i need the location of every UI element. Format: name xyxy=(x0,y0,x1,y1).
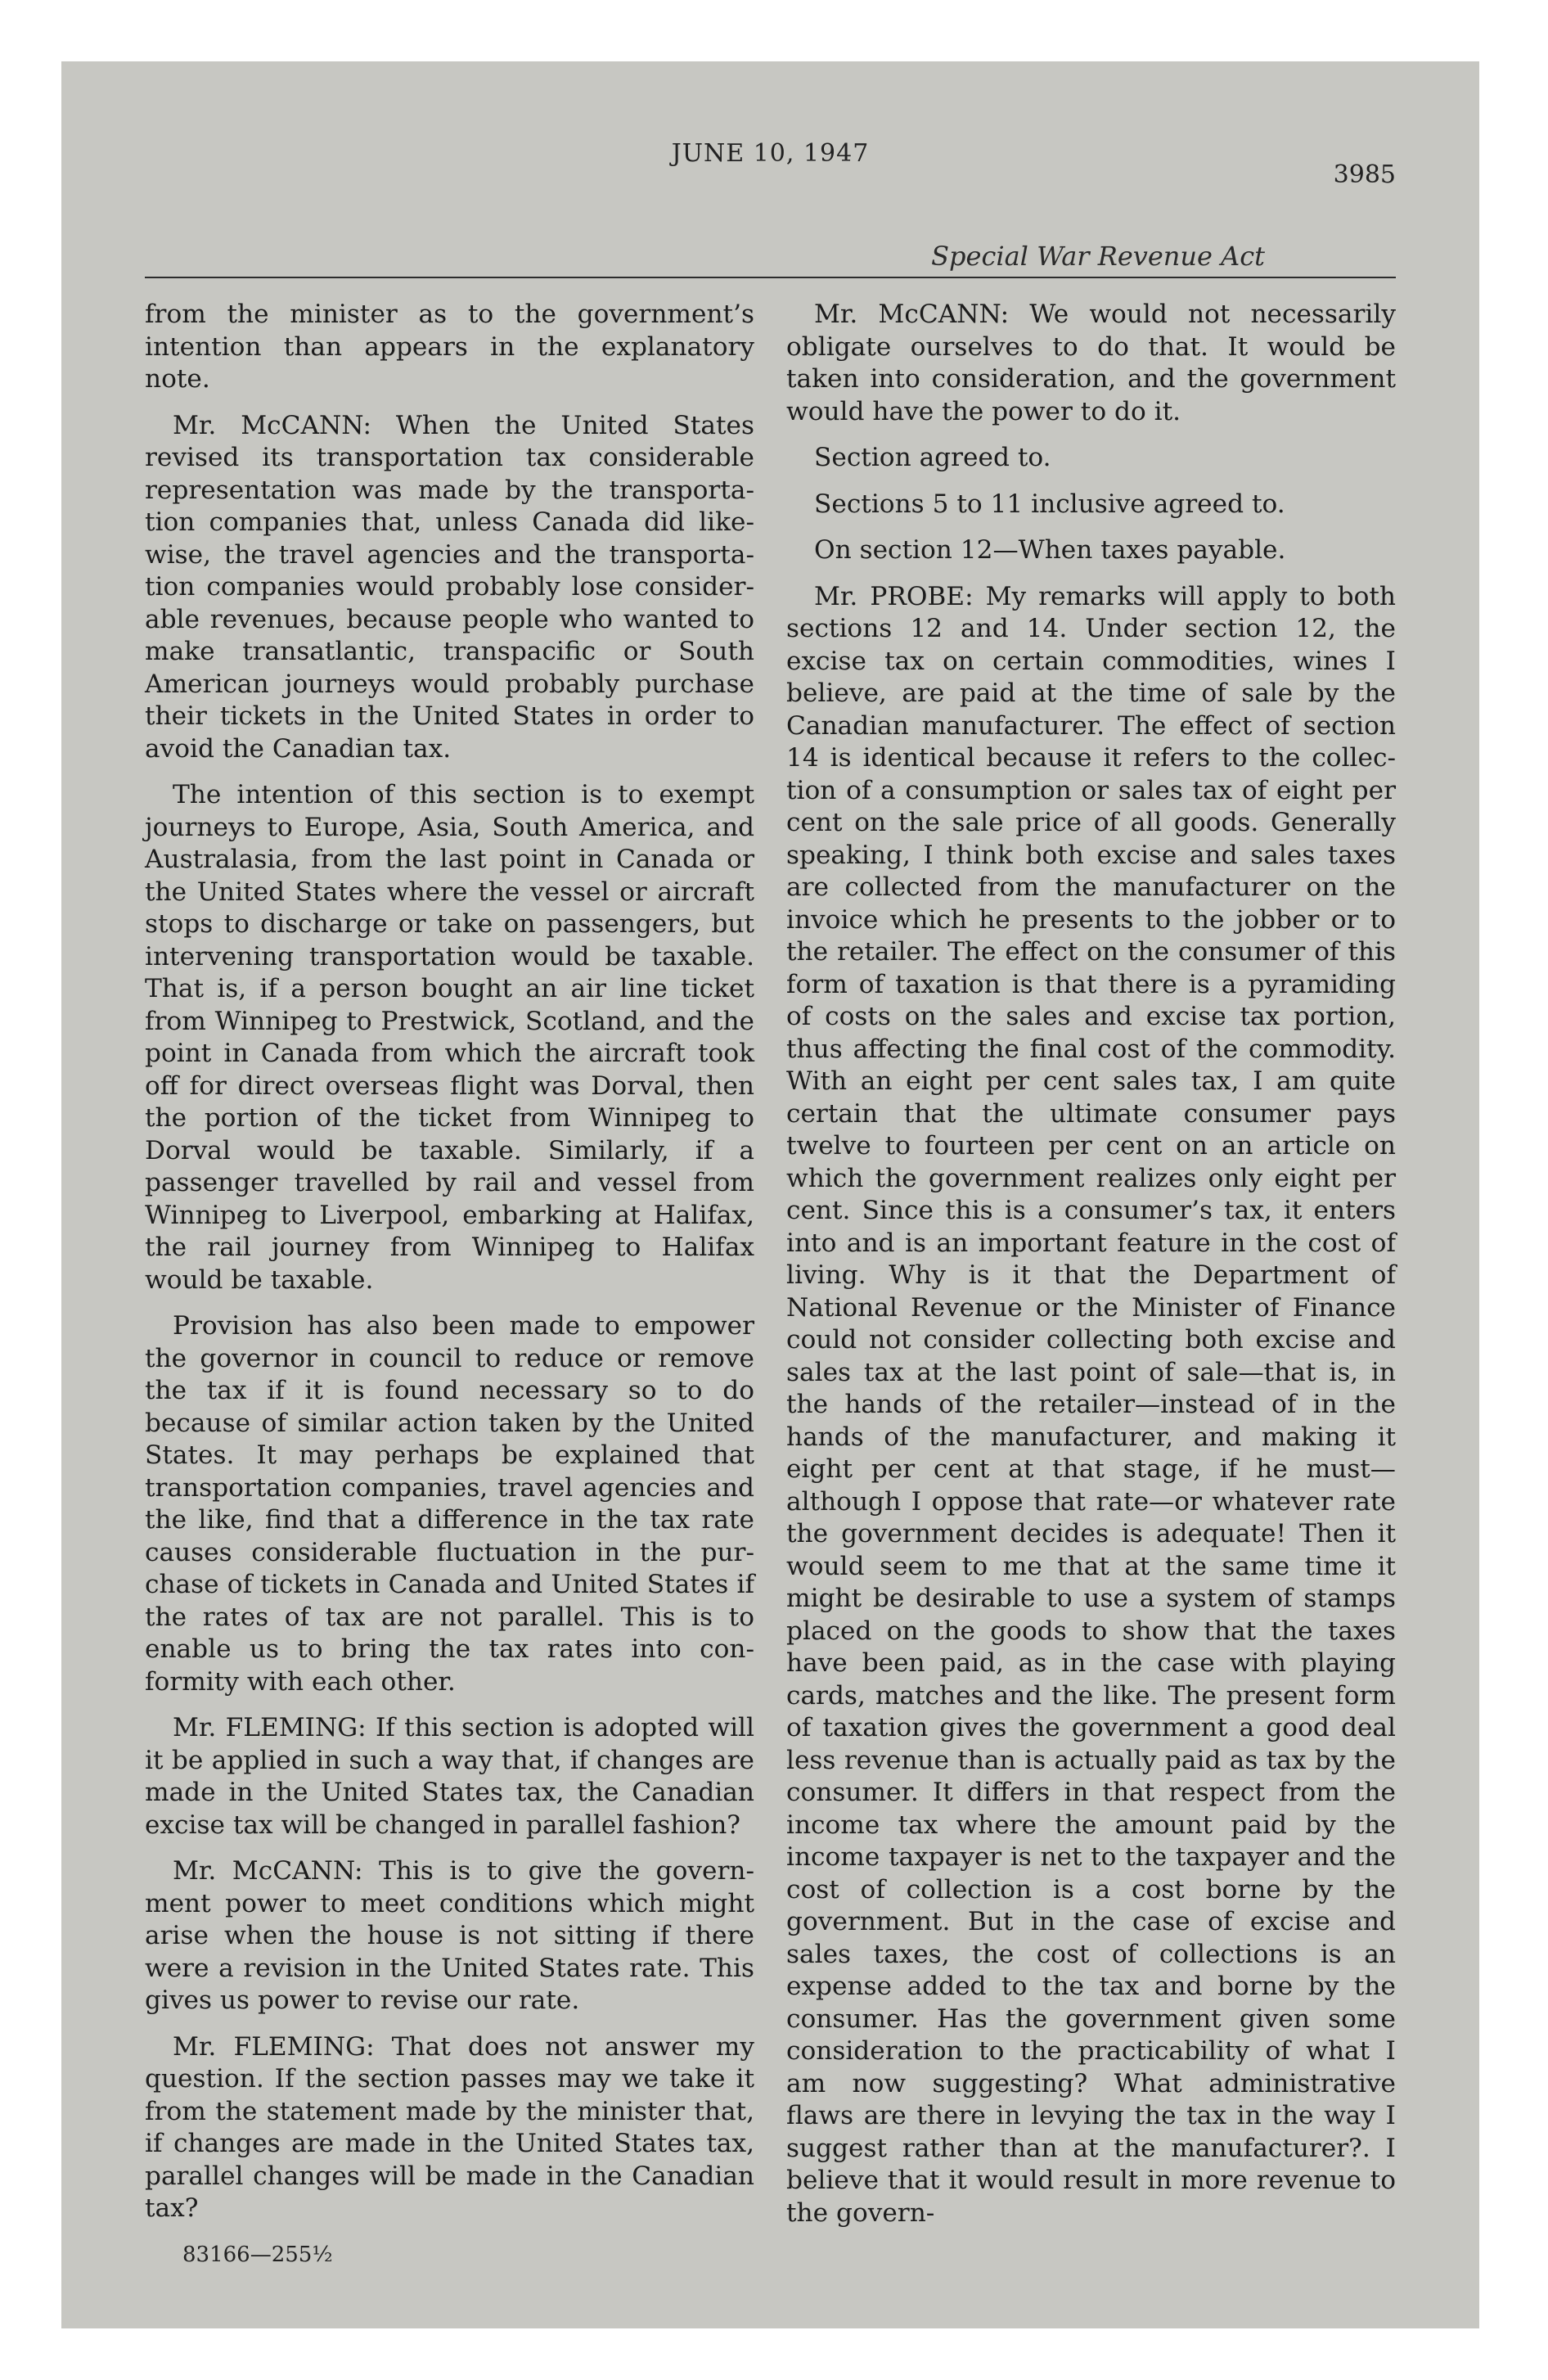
paragraph: The intention of this section is to exempt journeys to Europe, Asia, South America, and Australasia, from the last point in Canada or the United States where the vessel or aircraft stops to discharge or take on passengers, but intervening transportation would be taxable. That is, if a person bought an air line ticket from Winnipeg to Prestwick, Scotland, and the point in Canada from which the aircraft took off for direct overseas flight was Dorval, then the portion of the ticket from Winnipeg to Dorval would be taxable. Similarly, if a passenger travelled by rail and vessel from Winnipeg to Liverpool, embarking at Halifax, the rail journey from Winnipeg to Halifax would be taxable. xyxy=(145,780,754,1295)
paragraph: Mr. FLEMING: That does not answer my question. If the section passes may we take it from the statement made by the minister that, if changes are made in the United States tax, parallel changes will be made in the Canadian tax? xyxy=(145,2031,754,2223)
paragraph: Provision has also been made to empower the governor in council to reduce or remove the tax if it is found necessary so to do because of similar action taken by the United States. It may perhaps be explained that transportation companies, travel agencies and the like, find that a difference in the tax rate causes considerable fluctuation in the purchase of tickets in Canada and United States if the rates of tax are not parallel. This is to enable us to bring the tax rates into conformity with each other. xyxy=(145,1311,754,1697)
left-column xyxy=(145,299,754,2271)
header-date: JUNE 10, 1947 xyxy=(671,139,870,168)
paragraph: Section agreed to. xyxy=(814,443,1051,472)
paragraph: from the minister as to the government’s intention than appears in the explanatory note. xyxy=(145,300,754,394)
paragraph: Sections 5 to 11 inclusive agreed to. xyxy=(814,489,1285,519)
paragraph: Mr. FLEMING: If this section is adopted will it be applied in such a way that, if changes are made in the United States tax, the Canadian excise tax will be changed in parallel fashion? xyxy=(145,1713,754,1840)
print-code: 83166—255½ xyxy=(182,2242,333,2267)
page-header xyxy=(145,139,1396,282)
right-column xyxy=(786,299,1396,2243)
paragraph: Mr. McCANN: When the United States revised its transportation tax considerable representation was made by the transportation companies that, unless Canada did likewise, the travel agencies and the transportation companies would probably lose considerable revenues, because people who wanted to make transatlantic, transpacific or South American journeys would probably purchase their tickets in the United States in order to avoid the Canadian tax. xyxy=(145,410,754,764)
paragraph: On section 12—When taxes payable. xyxy=(814,535,1286,565)
header-rule xyxy=(145,277,1396,278)
running-title: Special War Revenue Act xyxy=(931,241,1265,272)
paragraph: Mr. McCANN: We would not necessarily obligate ourselves to do that. It would be taken into consideration, and the government would have the power to do it. xyxy=(786,300,1396,426)
page-number: 3985 xyxy=(1333,160,1396,189)
paragraph: Mr. PROBE: My remarks will apply to both sections 12 and 14. Under section 12, the excise tax on certain commodities, wines I believe, are paid at the time of sale by the Canadian manufacturer. The effect of section 14 is identical because it refers to the collection of a consumption or sales tax of eight per cent on the sale price of all goods. Generally speaking, I think both excise and sales taxes are collected from the manufacturer on the invoice which he presents to the jobber or to the retailer. The effect on the consumer of this form of taxation is that there is a pyramiding of costs on the sales and excise tax portion, thus affecting the final cost of the commodity. With an eight per cent sales tax, I am quite certain that the ultimate consumer pays twelve to fourteen per cent on an article on which the government realizes only eight per cent. Since this is a consumer’s tax, it enters into and is an important feature in the cost of living. Why is it that the Department of National Revenue or the Minister of Finance could not consider collecting both excise and sales tax at the last point of sale—that is, in the hands of the retailer—instead of in the hands of the manufacturer, and making it eight per cent at that stage, if he must—although I oppose that rate—or whatever rate the government decides is adequate! Then it would seem to me that at the same time it might be desirable to use a system of stamps placed on the goods to show that the taxes have been paid, as in the case with playing cards, matches and the like. The present form of taxation gives the government a good deal less revenue than is actually paid as tax by the consumer. It differs in that respect from the income tax where the amount paid by the income taxpayer is net to the taxpayer and the cost of collection is a cost borne by the government. But in the case of excise and sales taxes, the cost of collections is an expense added to the tax and borne by the consumer. Has the government given some consideration to the practicability of what I am now suggesting? What administrative flaws are there in levying the tax in the way I suggest rather than at the manufacturer?. I believe that it would result in more revenue to the govern- xyxy=(786,581,1396,2228)
paragraph: Mr. McCANN: This is to give the government power to meet conditions which might arise when the house is not sitting if there were a revision in the United States rate. This gives us power to revise our rate. xyxy=(145,1856,754,2015)
scanned-page xyxy=(61,61,1479,2328)
